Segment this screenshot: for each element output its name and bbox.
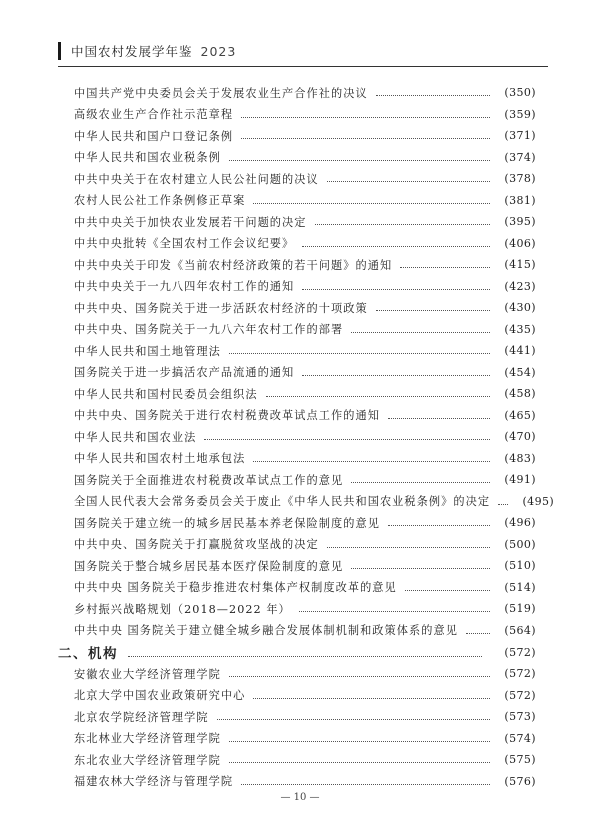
toc-entry[interactable] <box>74 491 555 513</box>
toc-entry-page: (395) <box>504 215 536 229</box>
toc-entry[interactable] <box>74 663 536 685</box>
toc-entry-title: 农村人民公社工作条例修正草案 <box>74 194 246 208</box>
toc-entry[interactable] <box>74 233 536 255</box>
toc-entry-title: 中共中央、国务院关于一九八六年农村工作的部署 <box>74 323 344 337</box>
toc-entry[interactable] <box>74 620 536 642</box>
toc-entry[interactable] <box>74 426 536 448</box>
toc-entry[interactable] <box>74 383 536 405</box>
toc-entry-page: (514) <box>504 580 536 594</box>
toc-entry-title: 中华人民共和国户口登记条例 <box>74 129 234 143</box>
leader-dots <box>253 461 490 462</box>
toc-entry[interactable] <box>74 577 536 599</box>
leader-dots <box>351 568 490 569</box>
toc-entry[interactable] <box>74 254 536 276</box>
toc-entry-page: (371) <box>504 129 536 143</box>
toc-entry-title: 国务院关于建立统一的城乡居民基本养老保险制度的意见 <box>74 516 380 530</box>
toc-entry[interactable] <box>74 728 536 750</box>
leader-dots <box>388 418 490 419</box>
toc-entry-page: (573) <box>504 710 536 724</box>
toc-entry-title: 中共中央、国务院关于进一步活跃农村经济的十项政策 <box>74 301 368 315</box>
toc-entry[interactable] <box>74 512 536 534</box>
leader-dots <box>302 375 490 376</box>
toc-entry-title: 中华人民共和国村民委员会组织法 <box>74 387 258 401</box>
leader-dots <box>253 698 490 699</box>
leader-dots <box>405 590 490 591</box>
section-page: (572) <box>504 645 536 659</box>
leader-dots <box>400 267 490 268</box>
toc-entry[interactable] <box>74 448 536 470</box>
toc-entry-title: 东北林业大学经济管理学院 <box>74 732 221 746</box>
leader-dots <box>204 439 490 440</box>
toc-entry-page: (458) <box>504 387 536 401</box>
toc-entry-page: (496) <box>504 516 536 530</box>
toc-entry[interactable] <box>74 555 536 577</box>
toc-entry-page: (465) <box>504 408 536 422</box>
leader-dots <box>302 246 490 247</box>
toc-entry-title: 中共中央关于在农村建立人民公社问题的决议 <box>74 172 319 186</box>
toc-entry-title: 中共中央关于一九八四年农村工作的通知 <box>74 280 295 294</box>
toc-entry-page: (415) <box>504 258 536 272</box>
toc-entry[interactable] <box>74 82 536 104</box>
toc-entry-page: (576) <box>504 774 536 788</box>
leader-dots <box>128 656 482 657</box>
toc-entry-title: 中国共产党中央委员会关于发展农业生产合作社的决议 <box>74 86 368 100</box>
toc-entry-title: 中共中央关于印发《当前农村经济政策的若干问题》的通知 <box>74 258 393 272</box>
toc-entry-page: (423) <box>504 279 536 293</box>
toc-entry-page: (500) <box>504 537 536 551</box>
toc-entry[interactable] <box>74 211 536 233</box>
toc-entry[interactable] <box>74 405 536 427</box>
toc-entry-title: 国务院关于整合城乡居民基本医疗保险制度的意见 <box>74 559 344 573</box>
toc-entry-page: (575) <box>504 753 536 767</box>
leader-dots <box>266 396 490 397</box>
toc-entry-title: 东北农业大学经济管理学院 <box>74 753 221 767</box>
toc-entry-page: (430) <box>504 301 536 315</box>
toc-entry[interactable] <box>74 168 536 190</box>
toc-entry-title: 中共中央关于加快农业发展若干问题的决定 <box>74 215 307 229</box>
toc-entry-title: 中共中央、国务院关于进行农村税费改革试点工作的通知 <box>74 409 380 423</box>
toc-entry-page: (495) <box>522 494 555 508</box>
toc-entry-title: 中华人民共和国农村土地承包法 <box>74 452 246 466</box>
leader-dots <box>466 633 490 634</box>
leader-dots <box>376 95 490 96</box>
leader-dots <box>302 289 490 290</box>
leader-dots <box>229 741 490 742</box>
toc-entry-title: 安徽农业大学经济管理学院 <box>74 667 221 681</box>
toc-entry-page: (574) <box>504 731 536 745</box>
toc-entry-title: 北京大学中国农业政策研究中心 <box>74 689 246 703</box>
leader-dots <box>498 504 508 505</box>
table-of-contents <box>58 82 555 792</box>
toc-entry-page: (510) <box>504 559 536 573</box>
toc-entry-title: 中华人民共和国农业法 <box>74 430 197 444</box>
toc-entry-page: (359) <box>504 107 536 121</box>
toc-entry-page: (406) <box>504 236 536 250</box>
leader-dots <box>241 138 490 139</box>
toc-list-documents <box>74 82 555 641</box>
running-header <box>58 38 578 64</box>
toc-entry-title: 国务院关于进一步搞活农产品流通的通知 <box>74 366 295 380</box>
leader-dots <box>241 117 490 118</box>
toc-entry[interactable] <box>74 534 536 556</box>
header-year: 2023 <box>200 43 237 59</box>
section-title: 二、机构 <box>58 646 118 662</box>
leader-dots <box>315 224 490 225</box>
toc-entry-page: (374) <box>504 150 536 164</box>
toc-entry[interactable] <box>74 749 536 771</box>
leader-dots <box>327 181 490 182</box>
header-title: 中国农村发展学年鉴 <box>71 44 193 59</box>
toc-entry-title: 国务院关于全面推进农村税费改革试点工作的意见 <box>74 473 344 487</box>
toc-entry-title: 中共中央批转《全国农村工作会议纪要》 <box>74 237 295 251</box>
toc-entry-title: 中华人民共和国土地管理法 <box>74 344 221 358</box>
toc-entry[interactable] <box>74 362 536 384</box>
header-rule <box>58 66 548 67</box>
leader-dots <box>229 762 490 763</box>
toc-list-institutions <box>74 663 536 792</box>
toc-entry-page: (378) <box>504 172 536 186</box>
toc-entry[interactable] <box>74 125 536 147</box>
leader-dots <box>299 611 490 612</box>
leader-dots <box>351 332 490 333</box>
leader-dots <box>229 160 490 161</box>
leader-dots <box>327 547 490 548</box>
toc-entry-title: 中共中央 国务院关于稳步推进农村集体产权制度改革的意见 <box>74 581 397 595</box>
leader-dots <box>376 310 490 311</box>
toc-entry[interactable] <box>74 297 536 319</box>
leader-dots <box>217 719 490 720</box>
toc-entry-page: (441) <box>504 344 536 358</box>
page-number: — 10 — <box>280 792 320 803</box>
toc-entry-page: (350) <box>504 86 536 100</box>
toc-entry[interactable] <box>74 771 536 793</box>
toc-entry-title: 全国人民代表大会常务委员会关于废止《中华人民共和国农业税条例》的决定 <box>74 495 491 509</box>
toc-entry-title: 乡村振兴战略规划（2018—2022 年） <box>74 602 291 616</box>
toc-entry-title: 高级农业生产合作社示范章程 <box>74 108 234 122</box>
toc-entry-page: (519) <box>504 602 536 616</box>
toc-entry-title: 中共中央、国务院关于打赢脱贫攻坚战的决定 <box>74 538 319 552</box>
toc-entry[interactable] <box>74 276 536 298</box>
toc-entry-page: (435) <box>504 322 536 336</box>
toc-entry-page: (381) <box>504 193 536 207</box>
toc-entry[interactable] <box>74 104 536 126</box>
leader-dots <box>388 525 490 526</box>
toc-entry[interactable] <box>74 706 536 728</box>
leader-dots <box>253 203 490 204</box>
header-accent-bar <box>58 42 61 60</box>
toc-entry[interactable] <box>74 319 536 341</box>
toc-entry-title: 福建农林大学经济与管理学院 <box>74 775 234 789</box>
toc-section-heading[interactable] <box>58 641 536 663</box>
toc-entry-page: (491) <box>504 473 536 487</box>
toc-entry[interactable] <box>74 469 536 491</box>
toc-entry[interactable] <box>74 598 536 620</box>
toc-entry-title: 北京农学院经济管理学院 <box>74 710 209 724</box>
leader-dots <box>241 784 490 785</box>
toc-entry-page: (572) <box>504 667 536 681</box>
toc-entry-title: 中华人民共和国农业税条例 <box>74 151 221 165</box>
toc-entry-page: (470) <box>504 430 536 444</box>
toc-entry-title: 中共中央 国务院关于建立健全城乡融合发展体制机制和政策体系的意见 <box>74 624 458 638</box>
leader-dots <box>229 353 490 354</box>
toc-entry-page: (572) <box>504 688 536 702</box>
toc-entry-page: (564) <box>504 623 536 637</box>
leader-dots <box>351 482 490 483</box>
toc-entry[interactable] <box>74 340 536 362</box>
toc-entry-page: (454) <box>504 365 536 379</box>
toc-entry[interactable] <box>74 190 536 212</box>
toc-entry[interactable] <box>74 147 536 169</box>
toc-entry[interactable] <box>74 685 536 707</box>
toc-entry-page: (483) <box>504 451 536 465</box>
leader-dots <box>229 676 490 677</box>
